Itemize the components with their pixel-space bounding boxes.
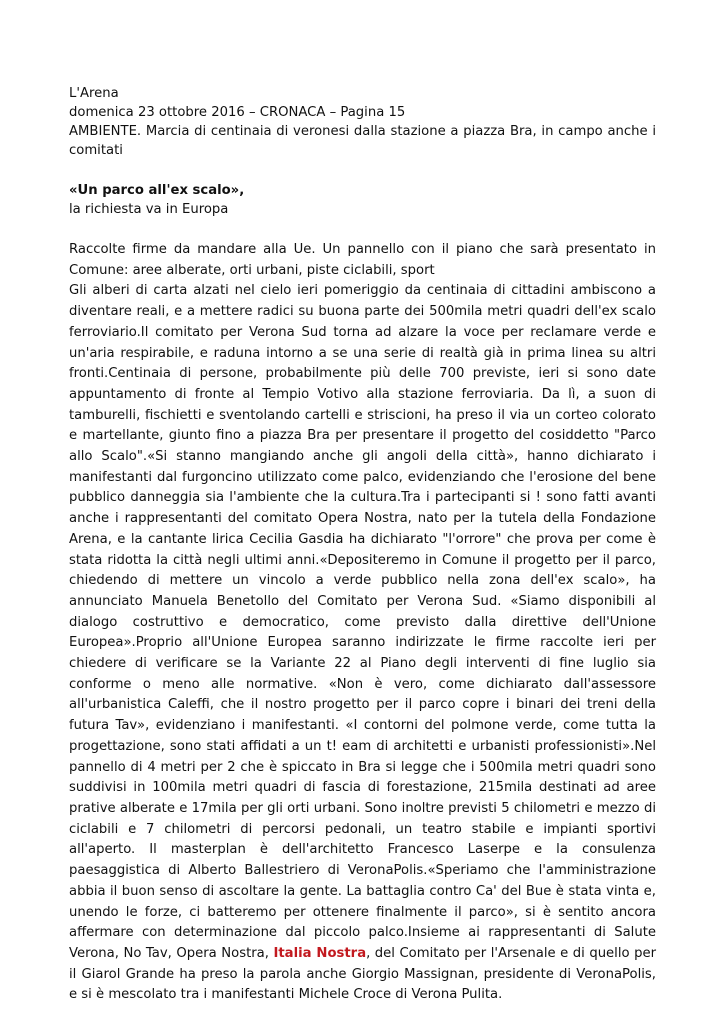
article-title: «Un parco all'ex scalo»,: [69, 183, 245, 198]
body-text-part-1: Gli alberi di carta alzati nel cielo ieri pomeriggio da centinaia di cittadini ambiscono a diventare reali, e a mettere radici su buona parte dei 500mila metri quadri dell'ex scalo ferroviario.Il comitato per Verona Sud torna ad alzare la voce per reclamare verde e un'aria respirabile, e raduna intorno a se una serie di realtà già in prima linea su altri fronti.Centinaia di persone, probabilmente più delle 700 previste, ieri si sono date appuntamento di fronte al Tempio Votivo alla stazione ferroviaria. Da lì, a suon di tamburelli, fischietti e sventolando cartelli e striscioni, ha preso il via un corteo colorato e martellante, giunto fino a piazza Bra per presentare il progetto del cosiddetto "Parco allo Scalo".«Si stanno mangiando anche gli angoli della città», hanno dichiarato i manifestanti dal furgoncino utilizzato come palco, evidenziando che l'erosione del bene pubblico danneggia sia l'ambiente che la cultura.Tra i partecipanti si ! sono fatti avanti anche i rappresentanti del comitato Opera Nostra, nato per la tutela della Fondazione Arena, e la cantante lirica Cecilia Gasdia ha dichiarato "l'orrore" che prova per come è stata ridotta la città negli ultimi anni.«Depositeremo in Comune il progetto per il parco, chiedendo di mettere un vincolo a verde pubblico nella zona dell'ex scalo», ha annunciato Manuela Benetollo del Comitato per Verona Sud. «Siamo disponibili al dialogo costruttivo e democratico, come previsto dalla direttive dell'Unione Europea».Proprio all'Unione Europea saranno indirizzate le firme raccolte ieri per chiedere di verificare se la Variante 22 al Piano degli interventi di fine luglio sia conforme o meno alle normative. «Non è vero, come dichiarato dall'assessore all'urbanistica Caleffi, che il nostro progetto per il parco copre i binari dei treni della futura Tav», evidenziano i manifestanti. «I contorni del polmone verde, come tutta la progettazione, sono stati affidati a un t! eam di architetti e urbanisti professionisti».Nel pannello di 4 metri per 2 che è spiccato in Bra si legge che i 500mila metri quadri sono suddivisi in 100mila metri quadri di fascia di forestazione, 215mila destinati ad aree prative alberate e 17mila per gli orti urbani. Sono inoltre previsti 5 chilometri e mezzo di ciclabili e 7 chilometri di percorsi pedonali, un teatro stabile e impianti sportivi all'aperto. Il masterplan è dell'architetto Francesco Laserpe e la consulenza paesaggistica di Alberto Ballestriero di VeronaPolis.«Speriamo che l'amministrazione abbia il buon senso di ascoltare la gente. La battaglia contro Ca' del Bue è stata vinta e, unendo le forze, ci batteremo per ottenere finalmente il parco», si è sentito ancora affermare con determinazione dal piccolo palco.Insieme ai rappresentanti di Salute Verona, No Tav, Opera Nostra,: [69, 283, 656, 961]
article-lead: Raccolte firme da mandare alla Ue. Un pannello con il piano che sarà presentato in Comune: aree alberate, orti urbani, piste ciclabili, sport: [69, 242, 656, 278]
article-column: [69, 84, 656, 1006]
dateline: domenica 23 ottobre 2016 – CRONACA – Pagina 15: [69, 105, 406, 120]
article-body: [69, 281, 656, 1006]
italia-nostra-highlight: Italia Nostra: [273, 945, 367, 961]
article-subtitle: la richiesta va in Europa: [69, 202, 229, 217]
spacer: [69, 219, 656, 240]
newspaper-name: L'Arena: [69, 86, 119, 101]
body-text-part-2: , del Comitato per l'Arsenale e di quello per il Giarol Grande ha preso la parola anche Giorgio Massignan, presidente di VeronaPolis, e si è mescolato tra i manifestanti Michele Croce di Verona Pulita.: [69, 945, 656, 1003]
kicker: AMBIENTE. Marcia di centinaia di veronesi dalla stazione a piazza Bra, in campo anche i comitati: [69, 124, 656, 158]
spacer: [69, 160, 656, 181]
